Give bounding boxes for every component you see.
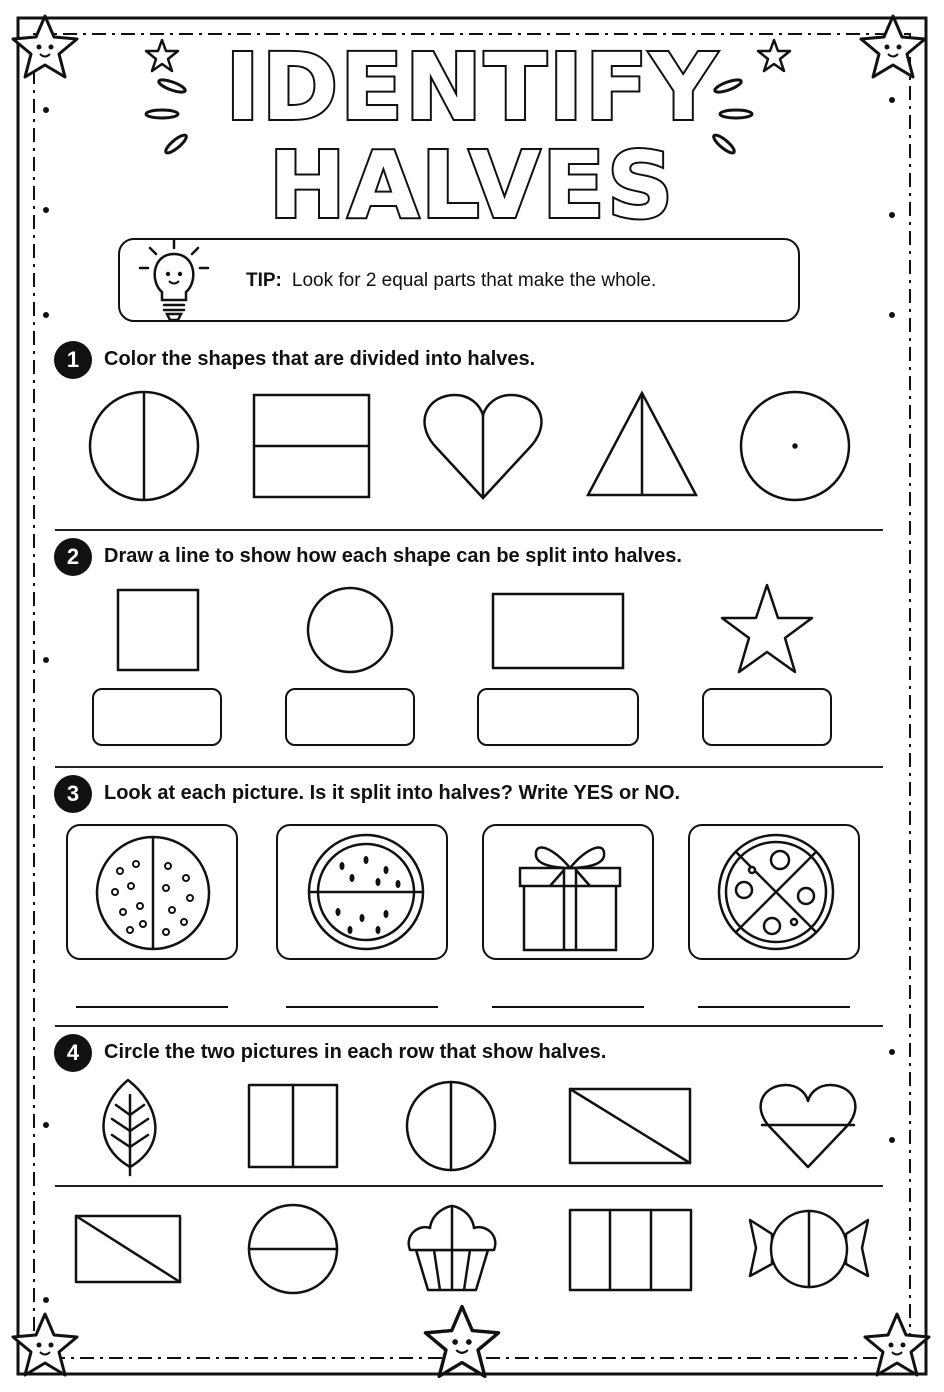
section-divider (55, 1025, 883, 1027)
picture-card (688, 824, 860, 960)
question-2-number: 2 (54, 538, 92, 576)
cookie-icon (68, 826, 240, 962)
rectangle-split-diagonal-shape (76, 1216, 180, 1282)
rectangle-split-horizontal-shape (254, 395, 369, 497)
cupcake-icon (409, 1206, 496, 1290)
circle-split-vertical-shape (90, 392, 198, 500)
answer-line[interactable] (698, 1006, 850, 1008)
watermelon-icon (278, 826, 450, 962)
answer-box[interactable] (702, 688, 832, 746)
question-1-text: Color the shapes that are divided into halves. (104, 348, 536, 370)
picture-card (482, 824, 654, 960)
section-divider (55, 529, 883, 531)
circle-split-horizontal-shape (249, 1205, 337, 1293)
rectangle-split-vertical-shape (249, 1085, 337, 1167)
tip-box (118, 238, 800, 322)
answer-line[interactable] (492, 1006, 644, 1008)
row-divider (55, 1185, 883, 1187)
picture-card (276, 824, 448, 960)
page-title-line-1: IDENTIFY (225, 34, 719, 141)
star-mascot-icon (10, 1310, 80, 1380)
answer-line[interactable] (76, 1006, 228, 1008)
star-mascot-icon (422, 1302, 502, 1382)
gift-icon (484, 826, 656, 962)
rectangle-shape (493, 594, 623, 668)
answer-box[interactable] (92, 688, 222, 746)
heart-split-vertical-shape (425, 395, 542, 498)
star-shape (722, 585, 812, 672)
question-2-text: Draw a line to show how each shape can be split into halves. (104, 545, 682, 567)
question-1-number: 1 (54, 341, 92, 379)
tip-message: Look for 2 equal parts that make the whole. (291, 270, 657, 291)
star-mascot-icon (862, 1310, 932, 1380)
question-3-number: 3 (54, 775, 92, 813)
q4-row-1 (0, 1075, 944, 1185)
tip-text (246, 270, 656, 292)
answer-box[interactable] (477, 688, 639, 746)
rectangle-split-diagonal-shape (570, 1089, 690, 1163)
circle-shape (308, 588, 392, 672)
answer-box[interactable] (285, 688, 415, 746)
triangle-split-vertical-shape (588, 393, 696, 495)
candy-icon (750, 1211, 868, 1287)
q4-row-2 (0, 1198, 944, 1308)
rectangle-split-in-thirds-shape (570, 1210, 691, 1290)
page-title-line-2: HALVES (268, 132, 676, 239)
lightbulb-icon (134, 234, 214, 324)
question-3-text: Look at each picture. Is it split into halves? Write YES or NO. (104, 782, 681, 804)
answer-line[interactable] (286, 1006, 438, 1008)
question-4-text: Circle the two pictures in each row that show halves. (104, 1041, 607, 1063)
tip-label: TIP: (246, 270, 282, 291)
leaf-icon (103, 1080, 155, 1175)
square-shape (118, 590, 198, 670)
question-4-number: 4 (54, 1034, 92, 1072)
circle-with-dot-shape (741, 392, 849, 500)
section-divider (55, 766, 883, 768)
q1-shapes (0, 385, 944, 515)
picture-card (66, 824, 238, 960)
heart-split-horizontal-shape (761, 1085, 856, 1167)
q2-shapes (0, 580, 944, 680)
circle-split-vertical-shape (407, 1082, 495, 1170)
pizza-icon (690, 826, 862, 962)
